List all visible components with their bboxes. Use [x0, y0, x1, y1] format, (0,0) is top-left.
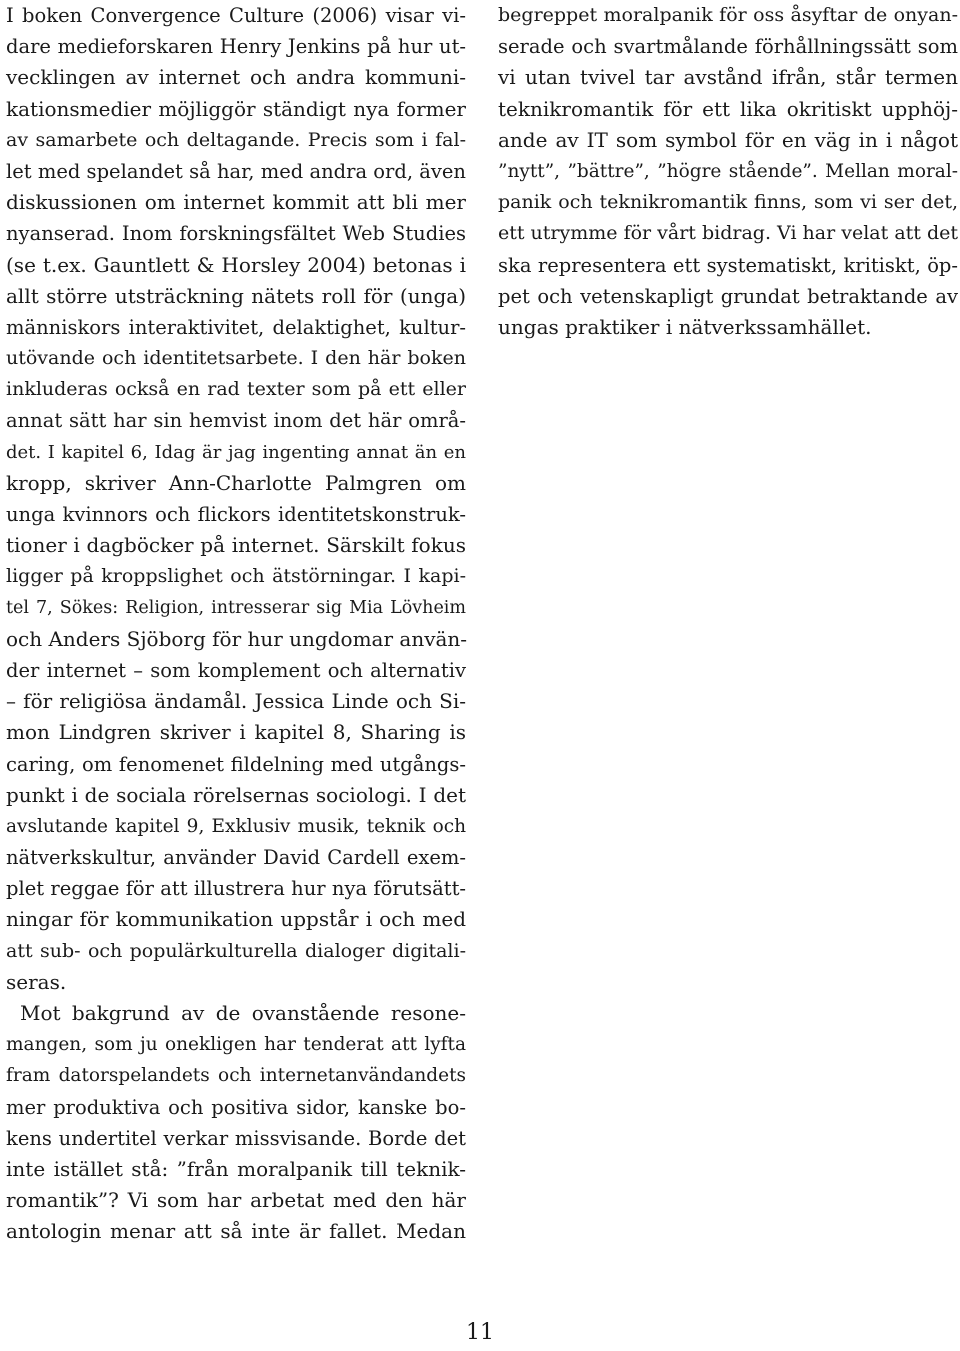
text-line: inkluderas också en rad texter som på ett eller — [6, 378, 466, 401]
text-line: fram datorspelandets och internetanvändandets — [6, 1065, 466, 1087]
text-line: vecklingen av internet och andra kommuni- — [6, 65, 466, 90]
text-line: allt större utsträckning nätets roll för (unga) — [6, 283, 466, 308]
page-number: 11 — [466, 1320, 494, 1345]
text-line: annat sätt har sin hemvist inom det här områ- — [6, 409, 466, 433]
text-line: ningar för kommunikation uppstår i och med — [6, 907, 466, 932]
text-line: begreppet moralpanik för oss åsyftar de onyan- — [498, 4, 958, 26]
text-line: panik och teknikromantik finns, som vi ser det, — [498, 191, 958, 214]
text-line: ska representera ett systematiskt, kritiskt, öp- — [498, 253, 958, 277]
text-line: antologin menar att så inte är fallet. Medan — [6, 1219, 466, 1244]
text-line: nyanserad. Inom forskningsfältet Web Studies — [6, 222, 466, 246]
text-line: ”nytt”, ”bättre”, ”högre stående”. Mellan moral- — [498, 160, 958, 182]
text-line: unga kvinnors och flickors identitetskonstruk- — [6, 503, 466, 526]
text-line: serade och svartmålande förhållningssätt som — [498, 35, 958, 59]
text-line: mer produktiva och positiva sidor, kanske bo- — [6, 1095, 466, 1119]
text-line: det. I kapitel 6, Idag är jag ingenting annat än en — [6, 441, 466, 463]
text-line: I boken Convergence Culture (2006) visar vi- — [6, 4, 466, 27]
text-line: plet reggae för att illustrera hur nya förutsätt- — [6, 877, 466, 901]
text-line: tioner i dagböcker på internet. Särskilt fokus — [6, 533, 466, 558]
text-line: let med spelandet så har, med andra ord, även — [6, 159, 466, 183]
text-line: ande av IT som symbol för en väg in i något — [498, 127, 958, 152]
text-line: ett utrymme för vårt bidrag. Vi har velat att det — [498, 222, 958, 245]
left-text-column — [6, 0, 466, 1248]
text-line: att sub- och populärkulturella dialoger digitali- — [6, 939, 466, 962]
text-line: romantik”? Vi som har arbetat med den här — [6, 1188, 466, 1213]
text-line: ungas praktiker i nätverkssamhället. — [498, 314, 872, 339]
text-line: kens undertitel verkar missvisande. Borde det — [6, 1126, 466, 1150]
text-line: nätverkskultur, använder David Cardell exem- — [6, 846, 466, 870]
text-line: av samarbete och deltagande. Precis som i fal- — [6, 128, 466, 151]
text-line: (se t.ex. Gauntlett & Horsley 2004) betonas i — [6, 252, 466, 277]
text-line: teknikromantik för ett lika okritiskt upphöj- — [498, 96, 958, 121]
text-line: kropp, skriver Ann-Charlotte Palmgren om — [6, 470, 466, 495]
text-line: människors interaktivitet, delaktighet, kultur- — [6, 315, 466, 339]
text-line: caring, om fenomenet fildelning med utgångs- — [6, 752, 466, 776]
text-line: Mot bakgrund av de ovanstående resone- — [20, 1001, 466, 1025]
text-line: mangen, som ju onekligen har tenderat att lyfta — [6, 1034, 466, 1056]
text-line: inte istället stå: ”från moralpanik till teknik- — [6, 1156, 466, 1181]
text-line: diskussionen om internet kommit att bli mer — [6, 190, 466, 215]
text-line: utövande och identitetsarbete. I den här boken — [6, 347, 466, 370]
text-line: seras. — [6, 969, 67, 994]
text-line: mon Lindgren skriver i kapitel 8, Sharing is — [6, 720, 466, 745]
text-line: dare medieforskaren Henry Jenkins på hur ut- — [6, 35, 466, 59]
text-line: pet och vetenskapligt grundat betraktande av — [498, 284, 958, 308]
text-line: kationsmedier möjliggör ständigt nya former — [6, 96, 466, 121]
text-line: och Anders Sjöborg för hur ungdomar använ- — [6, 626, 468, 651]
text-line: vi utan tvivel tar avstånd ifrån, står termen — [498, 65, 958, 90]
text-line: avslutande kapitel 9, Exklusiv musik, teknik och — [6, 815, 466, 837]
right-text-column — [498, 0, 958, 343]
text-line: punkt i de sociala rörelsernas sociologi. I det — [6, 782, 466, 807]
text-line: der internet – som komplement och alternativ — [6, 658, 466, 682]
text-line: – för religiösa ändamål. Jessica Linde och Si- — [6, 689, 466, 714]
text-line: tel 7, Sökes: Religion, intresserar sig Mia Lövheim — [6, 597, 466, 618]
text-line: ligger på kroppslighet och ätstörningar. I kapi- — [6, 565, 466, 588]
